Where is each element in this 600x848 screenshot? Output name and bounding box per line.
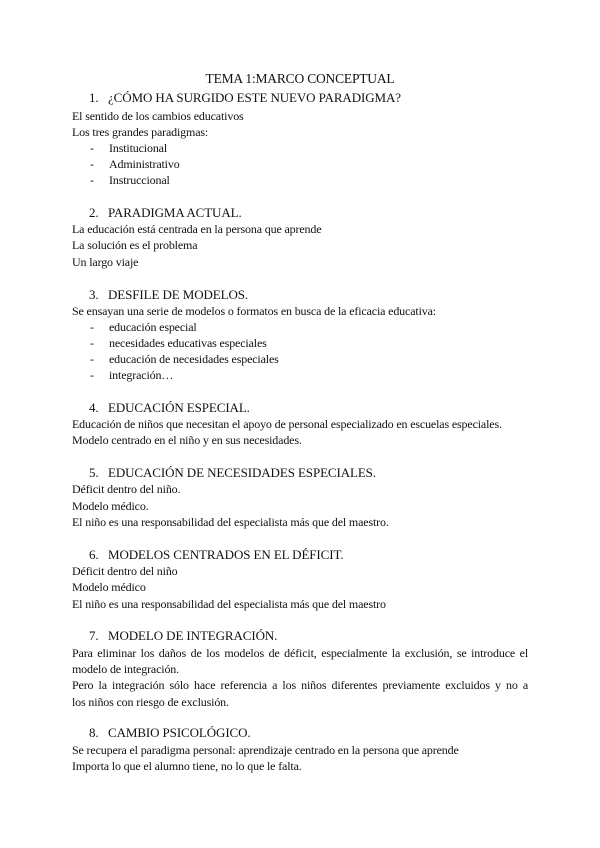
paragraph-line: La educación está centrada en la persona que aprende — [72, 222, 322, 236]
paragraph-line: Modelo médico. — [72, 499, 149, 513]
list-item — [90, 367, 173, 383]
section-title: ¿CÓMO HA SURGIDO ESTE NUEVO PARADIGMA? — [108, 90, 401, 105]
page-title: TEMA 1:MARCO CONCEPTUAL — [205, 71, 395, 86]
paragraph-line: modelo de integración. — [72, 662, 179, 676]
paragraph-line: La solución es el problema — [72, 238, 198, 252]
section-number: 1. — [89, 90, 99, 105]
section-title: MODELO DE INTEGRACIÓN. — [108, 628, 278, 643]
section-number: 5. — [89, 465, 99, 480]
section-heading-4 — [89, 399, 250, 416]
section-number: 6. — [89, 547, 99, 562]
list-item — [90, 140, 167, 156]
section-number: 4. — [89, 400, 99, 415]
paragraph-line: El sentido de los cambios educativos — [72, 109, 244, 123]
paragraph-line: Educación de niños que necesitan el apoyo de personal especializado en escuelas especiales. — [72, 417, 502, 431]
section-heading-6 — [89, 546, 344, 563]
section-heading-2 — [89, 204, 242, 221]
list-item-text: Administrativo — [109, 157, 180, 171]
section-heading-1 — [89, 89, 401, 106]
section-heading-7 — [89, 627, 277, 644]
paragraph-line: Déficit dentro del niño — [72, 564, 178, 578]
list-item — [90, 335, 267, 351]
paragraph-line: Se recupera el paradigma personal: aprendizaje centrado en la persona que aprende — [72, 743, 459, 757]
list-item-text: Instruccional — [109, 173, 170, 187]
list-item — [90, 351, 279, 367]
paragraph-line: Los tres grandes paradigmas: — [72, 125, 209, 139]
paragraph-line: El niño es una responsabilidad del especialista más que del maestro — [72, 597, 386, 611]
paragraph-line: Modelo médico — [72, 580, 146, 594]
bullet-marker: - — [90, 173, 94, 187]
paragraph-line: El niño es una responsabilidad del especialista más que del maestro. — [72, 515, 389, 529]
section-title: EDUCACIÓN DE NECESIDADES ESPECIALES. — [108, 465, 376, 480]
list-item-text: integración… — [109, 368, 174, 382]
list-item-text: educación especial — [109, 320, 197, 334]
bullet-marker: - — [90, 141, 94, 155]
list-item — [90, 319, 197, 335]
section-heading-8 — [89, 724, 251, 741]
bullet-marker: - — [90, 320, 94, 334]
paragraph-line: Se ensayan una serie de modelos o formatos en busca de la eficacia educativa: — [72, 304, 436, 318]
section-title: MODELOS CENTRADOS EN EL DÉFICIT. — [108, 547, 344, 562]
paragraph-line: Déficit dentro del niño. — [72, 482, 181, 496]
paragraph-line: Pero la integración sólo hace referencia a los niños diferentes previamente excluidos y no a — [72, 678, 528, 692]
list-item-text: Institucional — [109, 141, 168, 155]
section-number: 3. — [89, 287, 99, 302]
list-item — [90, 156, 180, 172]
paragraph-line: los niños con riesgo de exclusión. — [72, 695, 229, 709]
bullet-marker: - — [90, 336, 94, 350]
section-title: PARADIGMA ACTUAL. — [108, 205, 242, 220]
bullet-marker: - — [90, 368, 94, 382]
section-title: EDUCACIÓN ESPECIAL. — [108, 400, 250, 415]
paragraph-line: Importa lo que el alumno tiene, no lo que le falta. — [72, 759, 302, 773]
list-item-text: necesidades educativas especiales — [109, 336, 267, 350]
section-number: 8. — [89, 725, 99, 740]
section-number: 2. — [89, 205, 99, 220]
list-item-text: educación de necesidades especiales — [109, 352, 279, 366]
section-heading-3 — [89, 286, 248, 303]
paragraph-line: Un largo viaje — [72, 255, 139, 269]
bullet-marker: - — [90, 157, 94, 171]
bullet-marker: - — [90, 352, 94, 366]
section-title: DESFILE DE MODELOS. — [108, 287, 249, 302]
section-title: CAMBIO PSICOLÓGICO. — [108, 725, 251, 740]
section-heading-5 — [89, 464, 376, 481]
section-number: 7. — [89, 628, 99, 643]
paragraph-line: Para eliminar los daños de los modelos de déficit, especialmente la exclusión, se introduce el — [72, 646, 528, 660]
list-item — [90, 172, 170, 188]
paragraph-line: Modelo centrado en el niño y en sus necesidades. — [72, 433, 302, 447]
